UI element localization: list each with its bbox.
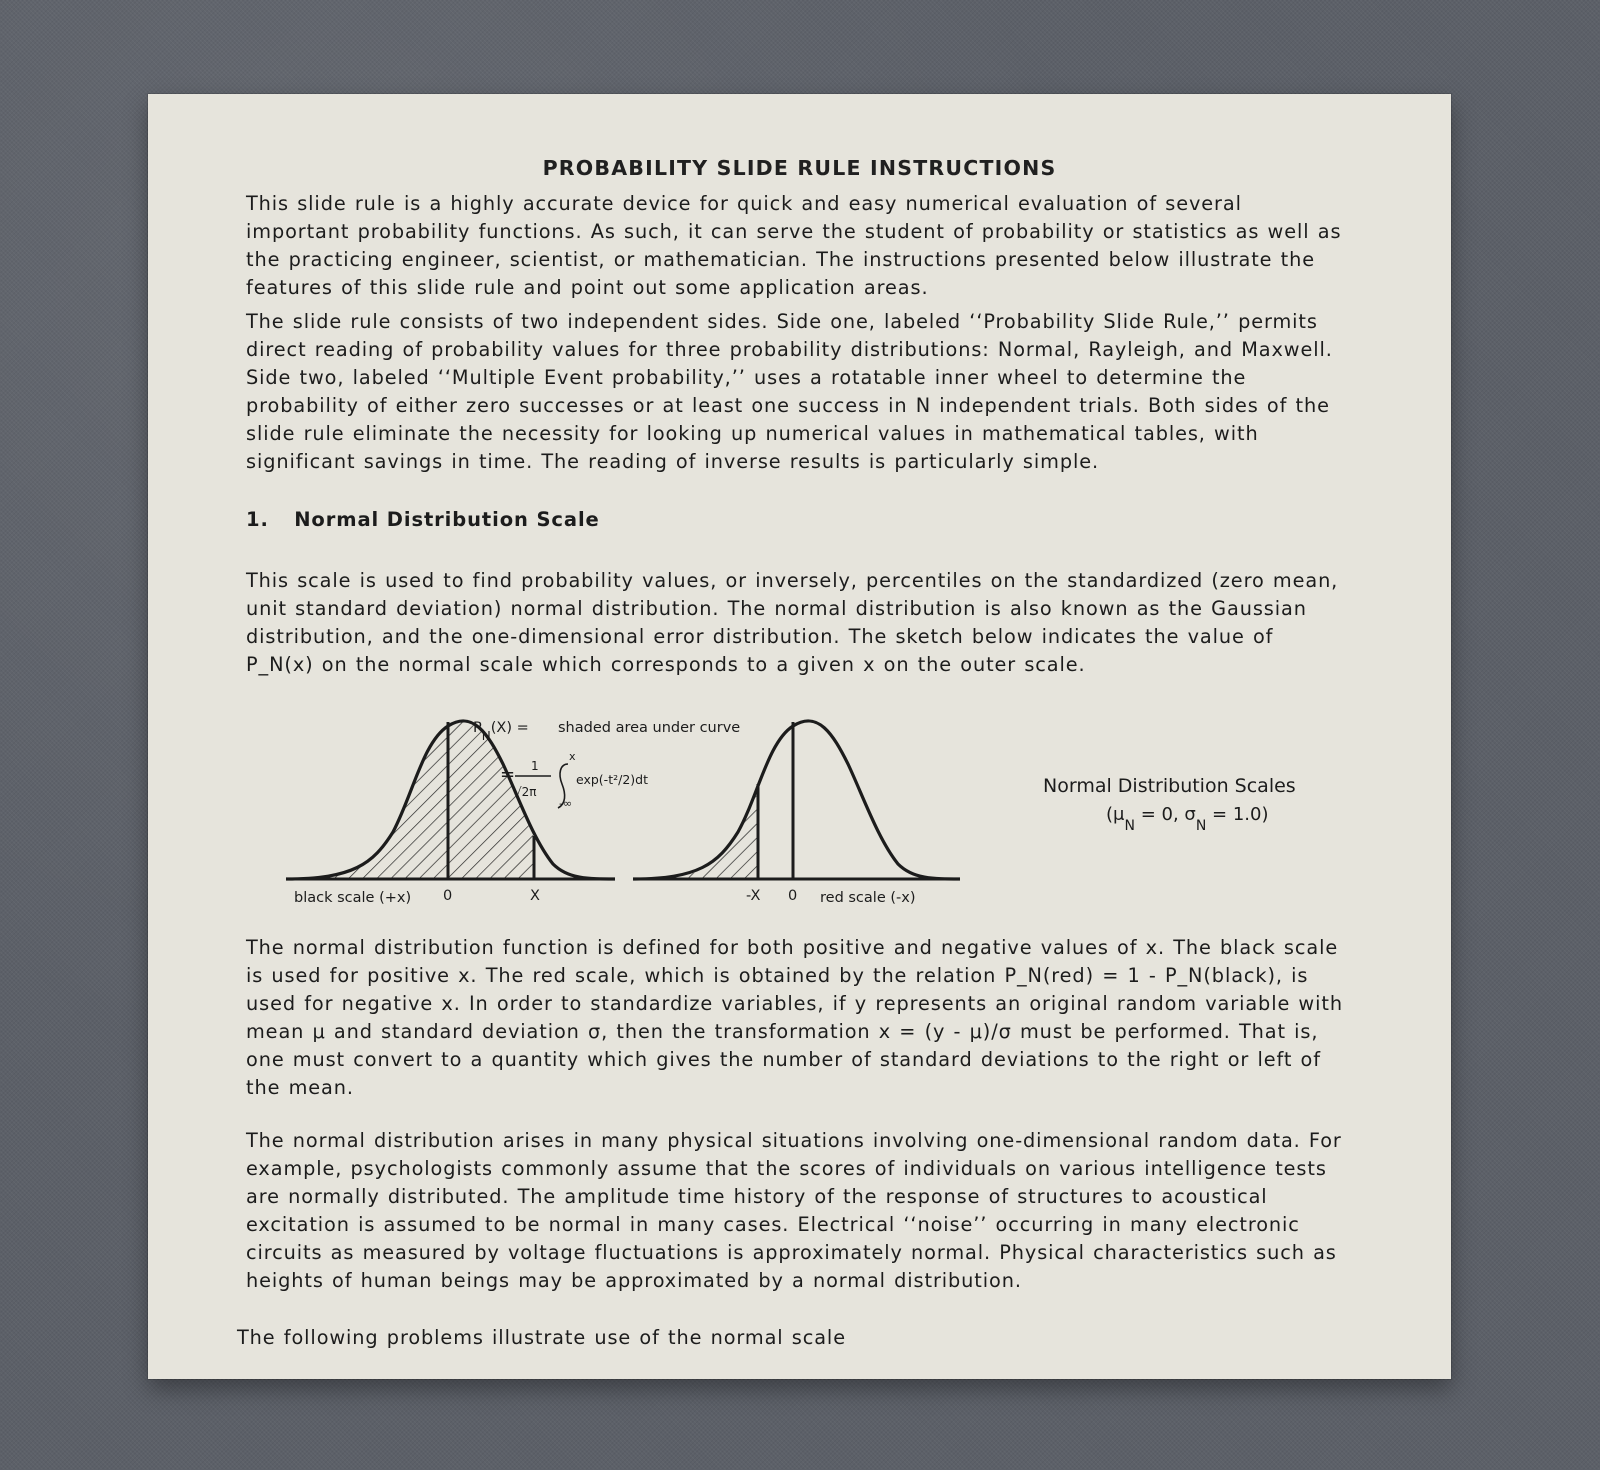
paper-content xyxy=(148,94,1451,1379)
pn-label-rest: (X) = xyxy=(490,720,529,736)
equation-body: exp(-t²/2)dt xyxy=(576,772,648,787)
pn-label-p: P xyxy=(473,720,482,736)
pn-label-n: N xyxy=(481,729,491,743)
left-shaded-area xyxy=(303,721,534,879)
side-params-eq2: = 1.0) xyxy=(1206,804,1269,825)
pn-label xyxy=(473,720,529,743)
section-title: Normal Distribution Scale xyxy=(294,508,600,531)
right-normal-curve xyxy=(633,721,960,879)
section-paragraph xyxy=(246,539,1346,679)
right-tick-negx: -X xyxy=(746,888,761,904)
pn-label-suffix: shaded area under curve xyxy=(558,720,741,736)
after-figure-paragraph-1: The normal distribution function is defined for both positive and negative values of x. The black scale is used for positive x. The red scale, which is obtained by the relation P_N(red) = 1 - P_N(black), is used for negative x. In order to standardize variables, if y represents an original random variable with mean μ and standard deviation σ, then the transformation x = (y - μ)/σ must be performed. That is, one must convert to a quantity which gives the number of standard deviations to the right or left of the mean. xyxy=(246,936,1343,1099)
equation-equals: = xyxy=(500,764,516,785)
side-params-n2: N xyxy=(1195,818,1207,834)
side-label-group xyxy=(1043,775,1296,834)
equation-group xyxy=(473,720,740,810)
right-bottom-label: red scale (-x) xyxy=(820,890,916,906)
left-bottom-label: black scale (+x) xyxy=(294,890,412,906)
side-params-eq1: = 0, σ xyxy=(1134,804,1196,825)
left-curve-group xyxy=(286,721,615,906)
after-figure-paragraph-2: The normal distribution arises in many physical situations involving one-dimensional random data. For example, psychologists commonly assume that the scores of individuals on various intelligence tests are normally distributed. The amplitude time history of the response of structures to acoustical excitation is assumed to be normal in many cases. Electrical ‘‘noise’’ occurring in many electronic circuits as measured by voltage fluctuations is approximately normal. Physical characteristics such as heights of human beings may be approximated by a normal distribution. xyxy=(246,1129,1342,1292)
section-heading xyxy=(246,508,600,531)
intro-paragraph-2: The slide rule consists of two independent sides. Side one, labeled ‘‘Probability Slide Rule,’’ permits direct reading of probability values for three probability distributions: Normal, Rayleigh, and Maxwell. Side two, labeled ‘‘Multiple Event probability,’’ uses a rotatable inner wheel to determine the probability of either zero successes or at least one success in N independent trials. Both sides of the slide rule eliminate the necessity for looking up numerical values in mathematical tables, with significant savings in time. The reading of inverse results is particularly simple. xyxy=(246,310,1333,473)
side-params xyxy=(1106,804,1268,834)
right-curve-group xyxy=(633,721,960,906)
left-tick-zero: 0 xyxy=(443,888,453,904)
side-params-n1: N xyxy=(1124,818,1135,834)
paper-sheet xyxy=(148,94,1451,1379)
normal-distribution-figure-svg xyxy=(268,704,1368,934)
section-number: 1. xyxy=(246,508,269,531)
side-params-open: (μ xyxy=(1106,804,1125,825)
document-title: PROBABILITY SLIDE RULE INSTRUCTIONS xyxy=(542,156,1057,180)
right-tick-zero: 0 xyxy=(788,888,798,904)
equation-frac-den: √2π xyxy=(514,785,537,799)
intro-paragraph-1: This slide rule is a highly accurate device for quick and easy numerical evaluation of several important probability functions. As such, it can serve the student of probability or statistics as well as the practicing engineer, scientist, or mathematician. The instructions presented below illustrate the features of this slide rule and point out some application areas. xyxy=(246,192,1342,299)
left-tick-x: X xyxy=(530,888,540,904)
side-title: Normal Distribution Scales xyxy=(1043,775,1296,797)
paper-bottom-fade xyxy=(148,1349,1451,1379)
equation-integral-lower: -∞ xyxy=(559,797,573,810)
normal-distribution-figure xyxy=(268,704,1368,934)
equation-frac-num: 1 xyxy=(531,759,539,773)
trailing-line: The following problems illustrate use of the normal scale xyxy=(237,1326,846,1349)
equation-integral-upper: x xyxy=(569,750,576,763)
section-paragraph-text: This scale is used to find probability values, or inversely, percentiles on the standardized (zero mean, unit standard deviation) normal distribution. The normal distribution is also known as the Gaussian distribution, and the one-dimensional error distribution. The sketch below indicates the value of P_N(x) on the normal scale which corresponds to a given x on the outer scale. xyxy=(246,569,1339,676)
